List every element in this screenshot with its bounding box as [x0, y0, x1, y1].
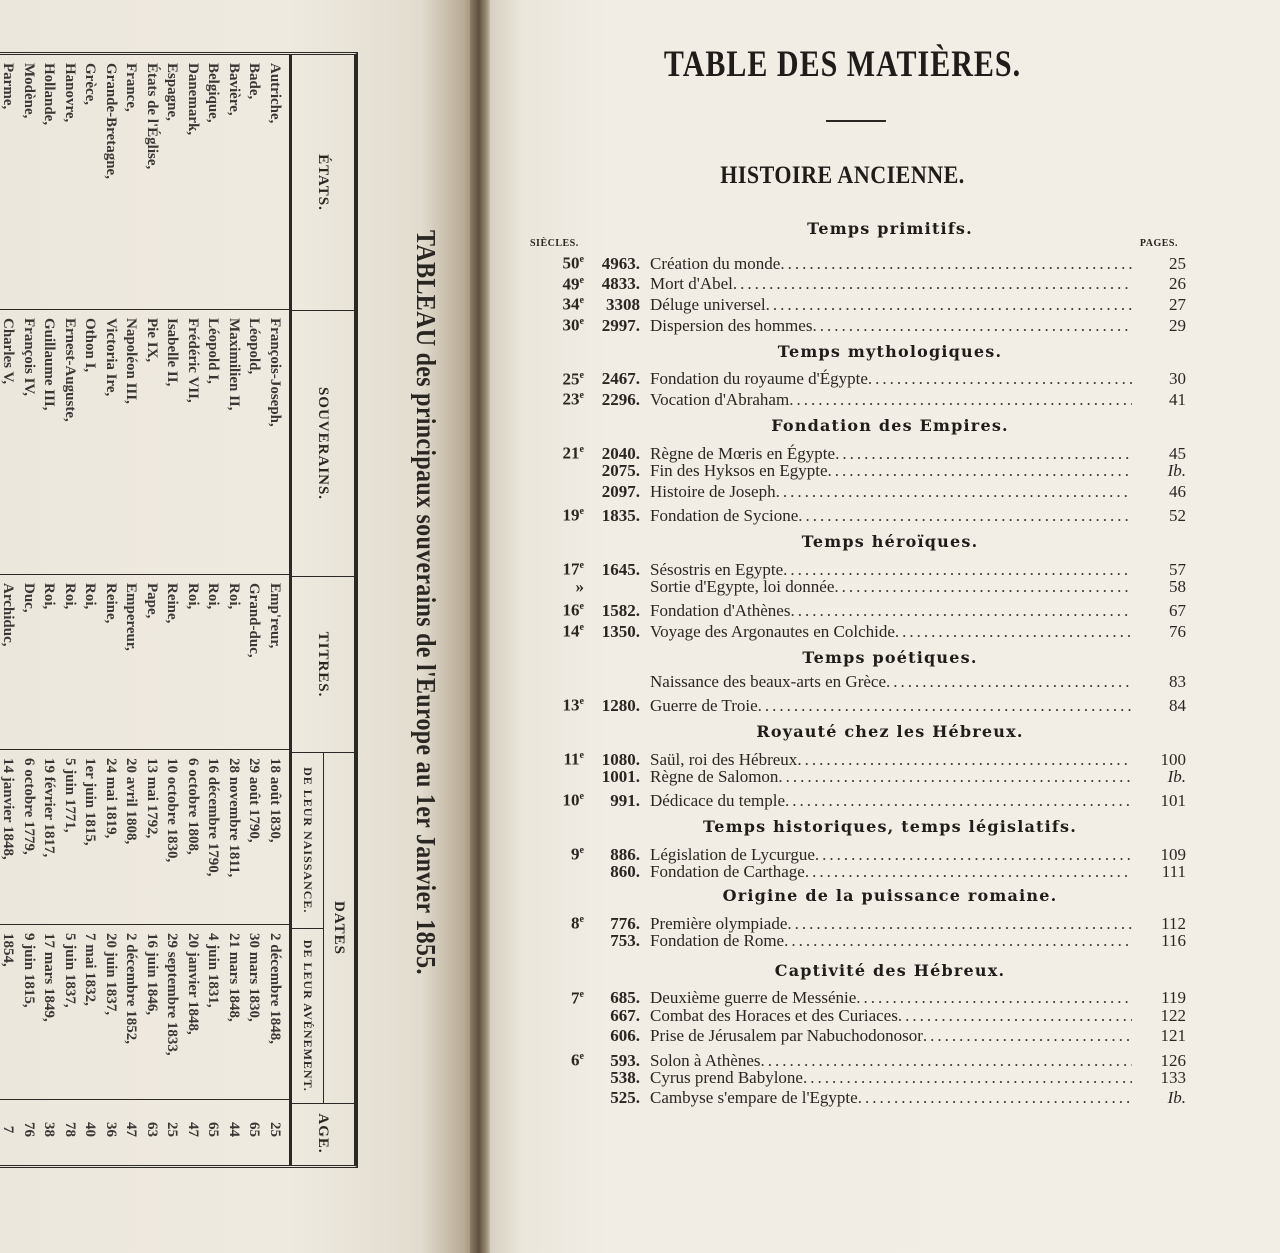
- entry-title: Combat des Horaces et des Curiaces: [650, 1005, 898, 1025]
- toc-entry: [530, 597, 1190, 618]
- century: 23e: [562, 390, 584, 410]
- toc-entry: [530, 767, 1190, 788]
- year: 606.: [610, 1026, 640, 1046]
- column-age: [0, 1100, 289, 1159]
- table-cell-naissance: 20 avril 1808,: [123, 758, 140, 845]
- toc-entry: [530, 1026, 1190, 1047]
- year: 1645.: [601, 559, 640, 579]
- century: 6e: [571, 1050, 584, 1070]
- table-cell-naissance: 18 août 1830,: [267, 758, 283, 843]
- table-cell-age: 47: [185, 1122, 201, 1137]
- section-title: Royauté chez les Hébreux.: [756, 722, 1024, 741]
- century: 50e: [562, 253, 584, 273]
- entry-title-with-leader: [650, 577, 1132, 598]
- sovereigns-table: [0, 52, 358, 1168]
- entry-title: Législation de Lycurgue: [650, 844, 815, 864]
- entry-title: Deuxième guerre de Messénie: [650, 988, 857, 1008]
- entry-title-with-leader: [650, 506, 1132, 527]
- year: 1350.: [601, 621, 640, 641]
- table-cell-etat: Modène,: [21, 63, 37, 119]
- year: 886.: [610, 844, 640, 864]
- dot-leader: [733, 274, 1132, 295]
- page-number: 84: [1169, 695, 1186, 715]
- entry-title: Règne de Salomon: [650, 766, 779, 786]
- table-cell-souverain: François-Joseph,: [267, 318, 283, 427]
- page-number: Ib.: [1167, 460, 1186, 480]
- entry-title-with-leader: [650, 254, 1132, 275]
- toc-entry: [530, 672, 1190, 693]
- book-gutter: [470, 0, 492, 1253]
- entry-title-with-leader: [650, 482, 1132, 503]
- entry-title: Fondation du royaume d'Égypte: [650, 369, 868, 389]
- table-cell-naissance: 28 novembre 1811,: [226, 758, 242, 878]
- table-cell-avenement: 2 décembre 1852,: [123, 933, 140, 1044]
- page-number: Ib.: [1167, 766, 1186, 786]
- title-divider: [826, 120, 886, 122]
- table-cell-titre: Archiduc,: [0, 583, 17, 647]
- table-cell-souverain: Frédéric VII,: [185, 318, 201, 403]
- page-number: 29: [1169, 315, 1186, 335]
- entry-title-with-leader: [650, 791, 1132, 812]
- century: 8e: [571, 914, 584, 934]
- toc-entry: [530, 291, 1190, 315]
- dot-leader: [784, 931, 1132, 952]
- table-cell-etat: Hollande,: [41, 63, 58, 126]
- entry-title: Fondation d'Athènes: [650, 600, 791, 620]
- table-cell-souverain: Léopold,: [246, 318, 263, 375]
- table-cell-etat: Bade,: [246, 63, 263, 100]
- century: 11e: [563, 749, 584, 769]
- table-cell-age: 65: [246, 1122, 263, 1137]
- toc-entry: [530, 985, 1190, 1006]
- table-cell-titre: Roi,: [226, 583, 242, 610]
- entry-title-with-leader: [650, 1068, 1132, 1089]
- entry-title: Saül, roi des Hébreux: [650, 749, 798, 769]
- table-cell-naissance: 6 octobre 1779,: [21, 758, 37, 855]
- table-cell-souverain: Ernest-Auguste,: [62, 318, 78, 422]
- header-dates: DATES: [323, 753, 354, 1103]
- year: 1080.: [601, 749, 640, 769]
- entry-title: Cambyse s'empare de l'Egypte: [650, 1088, 858, 1108]
- table-cell-titre: Roi,: [41, 583, 58, 610]
- table-cell-souverain: Isabelle II,: [164, 318, 181, 387]
- table-cell-titre: Roi,: [185, 583, 201, 610]
- table-cell-etat: Grèce,: [82, 63, 99, 106]
- page-number: 52: [1169, 505, 1186, 525]
- century: 25e: [562, 369, 584, 389]
- dot-leader: [898, 1006, 1132, 1027]
- entry-title-with-leader: [650, 1006, 1132, 1027]
- table-cell-souverain: Pie IX,: [144, 318, 160, 363]
- century: 7e: [571, 988, 584, 1008]
- year: 685.: [610, 988, 640, 1008]
- page-number: 112: [1161, 914, 1186, 934]
- table-cell-naissance: 13 mai 1792,: [144, 758, 160, 839]
- century: 14e: [562, 621, 584, 641]
- century: 9e: [571, 844, 584, 864]
- toc-entry: [530, 862, 1190, 883]
- entry-title: Fin des Hyksos en Egypte: [650, 460, 828, 480]
- table-cell-naissance: 16 décembre 1790,: [205, 758, 222, 877]
- entry-title: Vocation d'Abraham: [650, 390, 790, 410]
- toc-entry: [530, 461, 1190, 482]
- table-cell-avenement: 29 septembre 1833,: [164, 933, 181, 1056]
- dot-leader: [780, 254, 1132, 275]
- toc-entry: [530, 1088, 1190, 1109]
- entry-title: Fondation de Rome: [650, 931, 785, 951]
- dot-leader: [758, 696, 1132, 717]
- table-cell-etat: France,: [123, 63, 140, 112]
- table-cell-titre: Roi,: [82, 583, 99, 610]
- table-cell-age: 78: [62, 1122, 78, 1137]
- column-avenement: [0, 925, 289, 1100]
- table-cell-naissance: 1er juin 1815,: [82, 758, 99, 846]
- table-cell-titre: Roi,: [62, 583, 78, 610]
- entry-title-with-leader: [650, 274, 1132, 295]
- entry-title-with-leader: [650, 862, 1132, 883]
- table-cell-etat: Belgique,: [205, 63, 222, 123]
- header-dates-group: [292, 753, 354, 1104]
- table-cell-age: 38: [41, 1122, 58, 1137]
- rotated-table-container: [0, 0, 478, 1253]
- year: 860.: [610, 861, 640, 881]
- entry-title: Solon à Athènes: [650, 1050, 761, 1070]
- header-age: AGE.: [315, 1113, 332, 1154]
- header-avenement: DE LEUR AVÉNEMENT.: [301, 939, 315, 1092]
- year: 667.: [610, 1005, 640, 1025]
- entry-title: Dispersion des hommes: [650, 315, 813, 335]
- table-cell-naissance: 24 mai 1819,: [103, 758, 119, 839]
- page-title: TABLE DES MATIÈRES.: [663, 44, 1022, 85]
- dot-leader: [805, 862, 1132, 883]
- table-cell-etat: Danemark,: [185, 63, 201, 136]
- year: 1582.: [601, 600, 640, 620]
- year: 1280.: [601, 695, 640, 715]
- table-cell-naissance: 19 février 1817,: [41, 758, 58, 858]
- table-cell-titre: Roi,: [205, 583, 222, 610]
- toc-entry: [530, 440, 1190, 461]
- entry-title-with-leader: [650, 369, 1132, 390]
- entry-title: Fondation de Carthage: [650, 861, 805, 881]
- table-cell-titre: Grand-duc,: [246, 583, 263, 658]
- century: 17e: [562, 559, 584, 579]
- page-number: 26: [1169, 274, 1186, 294]
- entry-title: Cyrus prend Babylone: [650, 1067, 803, 1087]
- century: 34e: [562, 295, 584, 315]
- table-cell-age: 25: [164, 1122, 181, 1137]
- table-cell-souverain: Napoléon III,: [123, 318, 140, 404]
- column-souverains: [0, 310, 289, 575]
- entry-title-with-leader: [650, 767, 1132, 788]
- century: 19e: [562, 505, 584, 525]
- table-cell-souverain: Guillaume III,: [41, 318, 58, 411]
- dot-leader: [776, 482, 1132, 503]
- table-cell-age: 65: [205, 1122, 222, 1137]
- page-number: Ib.: [1167, 1088, 1186, 1108]
- table-cell-etat: Parme,: [0, 63, 17, 110]
- year: 593.: [610, 1050, 640, 1070]
- table-cell-age: 36: [103, 1122, 119, 1137]
- table-cell-age: 76: [21, 1122, 37, 1137]
- table-cell-souverain: Victoria Ire,: [103, 318, 119, 397]
- year: 2097.: [601, 481, 640, 501]
- table-cell-titre: Duc,: [21, 583, 37, 613]
- page-number: 58: [1169, 576, 1186, 596]
- century: 49e: [562, 274, 584, 294]
- page-number: 83: [1169, 671, 1186, 691]
- year: 2997.: [601, 315, 640, 335]
- entry-title: Mort d'Abel: [650, 274, 733, 294]
- page-number: 57: [1169, 559, 1186, 579]
- page-number: 30: [1169, 369, 1186, 389]
- header-titres: TITRES.: [292, 577, 354, 753]
- page-number: 67: [1169, 600, 1186, 620]
- year: 991.: [610, 791, 640, 811]
- dot-leader: [834, 577, 1132, 598]
- year: 538.: [610, 1067, 640, 1087]
- year: 1835.: [601, 505, 640, 525]
- right-page: [490, 0, 1280, 1253]
- table-cell-avenement: 30 mars 1830,: [246, 933, 263, 1022]
- toc-entry: [530, 1006, 1190, 1027]
- century: 16e: [562, 600, 584, 620]
- header-souverains: SOUVERAINS.: [292, 311, 354, 577]
- century: »: [575, 576, 584, 596]
- header-dates-sub: [292, 753, 323, 1103]
- entry-title-with-leader: [650, 1088, 1132, 1109]
- table-cell-souverain: Charles V,: [0, 318, 17, 385]
- entry-title-with-leader: [650, 1026, 1132, 1047]
- section-gap: [530, 952, 1190, 960]
- table-cell-etat: Hanovre,: [62, 63, 78, 123]
- page-number: 100: [1160, 749, 1186, 769]
- toc-entry: [530, 1047, 1190, 1068]
- dot-leader: [858, 1088, 1132, 1109]
- dot-leader: [789, 390, 1132, 411]
- dot-leader: [766, 295, 1132, 316]
- page-number: 119: [1161, 988, 1186, 1008]
- siecles-label: SIÈCLES.: [530, 238, 579, 249]
- entry-title: Prise de Jérusalem par Nabuchodonosor: [650, 1026, 923, 1046]
- year: 753.: [610, 931, 640, 951]
- table-cell-avenement: 4 juin 1831,: [205, 933, 222, 1008]
- pages-label: PAGES.: [1139, 238, 1178, 249]
- table-cell-naissance: 10 octobre 1830,: [164, 758, 181, 863]
- dot-leader: [812, 316, 1132, 337]
- table-cell-naissance: 29 août 1790,: [246, 758, 263, 843]
- table-cell-titre: Reine,: [103, 583, 119, 624]
- entry-title-with-leader: [650, 295, 1132, 316]
- toc-entry: [530, 910, 1190, 934]
- year: 2296.: [601, 390, 640, 410]
- century: 21e: [562, 443, 584, 463]
- table-cell-avenement: 20 juin 1837,: [103, 933, 119, 1016]
- entry-title: Déluge universel: [650, 295, 766, 315]
- entry-title: Sésostris en Egypte: [650, 559, 784, 579]
- dot-leader: [803, 1068, 1132, 1089]
- column-naissance: [0, 750, 289, 925]
- table-cell-avenement: 20 janvier 1848,: [185, 933, 201, 1035]
- year: 4833.: [601, 274, 640, 294]
- table-cell-avenement: 9 juin 1815,: [21, 933, 37, 1008]
- year: 1001.: [601, 766, 640, 786]
- entry-title: Fondation de Sycione: [650, 505, 799, 525]
- entry-title-with-leader: [650, 622, 1132, 643]
- table-cell-souverain: Léopold I,: [205, 318, 222, 384]
- toc-entry: [530, 746, 1190, 767]
- table-cell-etat: Grande-Bretagne,: [103, 63, 119, 179]
- entry-title: Sortie d'Egypte, loi donnée: [650, 576, 835, 596]
- table-cell-etat: Autriche,: [267, 63, 283, 124]
- table-cell-souverain: François IV,: [21, 318, 37, 397]
- entry-title-with-leader: [650, 461, 1132, 482]
- section-title: Temps poétiques.: [802, 647, 978, 667]
- header-naissance: DE LEUR NAISSANCE.: [292, 753, 323, 929]
- table-cell-age: 44: [226, 1122, 242, 1137]
- table-cell-avenement: 17 mars 1849,: [41, 933, 58, 1022]
- entry-title: Histoire de Joseph: [650, 481, 776, 501]
- section-title: Temps primitifs.: [807, 219, 973, 238]
- table-title: TABLEAU des principaux souverains de l'Europe au 1er Janvier 1855.: [410, 230, 441, 975]
- page-number: 121: [1160, 1026, 1186, 1046]
- entry-title: Création du monde: [650, 253, 781, 273]
- section-title: Temps mythologiques.: [777, 341, 1003, 361]
- table-cell-titre: Pape,: [144, 583, 160, 619]
- century: 10e: [562, 791, 584, 811]
- page-number: 116: [1161, 931, 1186, 951]
- toc-entry: [530, 931, 1190, 952]
- page-number: 45: [1169, 443, 1186, 463]
- table-cell-naissance: 6 octobre 1808,: [185, 758, 201, 855]
- page-number: 101: [1160, 791, 1186, 811]
- dot-leader: [790, 601, 1132, 622]
- table-cell-avenement: 21 mars 1848,: [226, 933, 242, 1022]
- section-title: Fondation des Empires.: [771, 416, 1009, 436]
- page-number: 126: [1160, 1050, 1186, 1070]
- table-cell-naissance: 14 janvier 1848,: [0, 758, 17, 860]
- entry-title-with-leader: [650, 390, 1132, 411]
- dot-leader: [778, 767, 1132, 788]
- toc-entry: [530, 787, 1190, 811]
- entry-title: Voyage des Argonautes en Colchide: [650, 621, 895, 641]
- table-cell-titre: Empereur,: [123, 583, 140, 651]
- section-title: Captivité des Hébreux.: [774, 960, 1006, 980]
- entry-title-with-leader: [650, 696, 1132, 717]
- entry-title: Règne de Mœris en Égypte: [650, 443, 836, 463]
- toc-entry: [530, 250, 1190, 271]
- left-page: [0, 0, 478, 1253]
- toc-entry: [530, 618, 1190, 639]
- toc-entry: [530, 482, 1190, 503]
- table-cell-etat: Espagne,: [164, 63, 181, 121]
- toc-entry: [530, 386, 1190, 410]
- toc-entry: [530, 692, 1190, 713]
- table-cell-avenement: 16 juin 1846,: [144, 933, 160, 1016]
- page-number: 25: [1169, 253, 1186, 273]
- table-cell-age: 7: [0, 1125, 17, 1134]
- entry-title: Naissance des beaux-arts en Grèce: [650, 671, 886, 691]
- year: 2467.: [601, 369, 640, 389]
- entry-title: Dédicace du temple: [650, 791, 785, 811]
- dot-leader: [923, 1026, 1132, 1047]
- table-cell-titre: Reine,: [164, 583, 181, 624]
- dot-leader: [798, 506, 1132, 527]
- table-cell-naissance: 5 juin 1771,: [62, 758, 78, 833]
- dot-leader: [886, 672, 1132, 693]
- year: 2040.: [601, 443, 640, 463]
- century: 13e: [562, 695, 584, 715]
- page-number: 109: [1160, 844, 1186, 864]
- table-cell-avenement: 2 décembre 1848,: [267, 933, 283, 1044]
- entry-title-with-leader: [650, 931, 1132, 952]
- entry-title-with-leader: [650, 316, 1132, 337]
- toc-entry: [530, 271, 1190, 292]
- century: 30e: [562, 315, 584, 335]
- table-cell-age: 40: [82, 1122, 99, 1137]
- dot-leader: [895, 622, 1132, 643]
- header-etats: ÉTATS.: [292, 55, 354, 311]
- entry-title-with-leader: [650, 672, 1132, 693]
- table-cell-avenement: 1854,: [0, 933, 17, 967]
- table-body: [0, 55, 289, 1165]
- section-title: Temps héroïques.: [801, 531, 979, 551]
- section-title: Temps historiques, temps législatifs.: [703, 817, 1077, 837]
- table-cell-age: 47: [123, 1122, 140, 1137]
- entry-title: Guerre de Troie: [650, 695, 758, 715]
- toc-entry: [530, 502, 1190, 523]
- year: 4963.: [601, 253, 640, 273]
- table-cell-avenement: 7 mai 1832,: [82, 933, 99, 1006]
- year: 525.: [610, 1088, 640, 1108]
- table-cell-souverain: Othon I,: [82, 318, 99, 373]
- dot-leader: [868, 369, 1132, 390]
- table-cell-age: 25: [267, 1122, 283, 1137]
- table-cell-avenement: 5 juin 1837,: [62, 933, 78, 1008]
- entry-title-with-leader: [650, 601, 1132, 622]
- page-subtitle: HISTOIRE ANCIENNE.: [720, 160, 965, 189]
- toc-entry: [530, 841, 1190, 862]
- column-titres: [0, 575, 289, 750]
- table-cell-souverain: Maximilien II,: [226, 318, 242, 411]
- page-number: 76: [1169, 621, 1186, 641]
- table-header: [289, 55, 354, 1165]
- dot-leader: [828, 461, 1132, 482]
- year: 3308: [606, 295, 640, 315]
- page-number: 122: [1160, 1005, 1186, 1025]
- page-number: 41: [1169, 390, 1186, 410]
- toc-entry: [530, 366, 1190, 387]
- section-title: Origine de la puissance romaine.: [722, 886, 1058, 906]
- page-number: 27: [1169, 295, 1186, 315]
- year: 776.: [610, 914, 640, 934]
- column-etats: [0, 55, 289, 310]
- year: 2075.: [601, 460, 640, 480]
- table-cell-etat: États de l'Église,: [144, 63, 160, 170]
- toc-entry: [530, 1068, 1190, 1089]
- page-number: 46: [1169, 481, 1186, 501]
- dot-leader: [785, 791, 1132, 812]
- page-number: 111: [1161, 861, 1186, 881]
- toc-entry: [530, 556, 1190, 577]
- table-cell-age: 63: [144, 1122, 160, 1137]
- page-number: 133: [1160, 1067, 1186, 1087]
- table-of-contents: [530, 218, 1190, 1109]
- toc-entry: [530, 312, 1190, 333]
- table-cell-etat: Bavière,: [226, 63, 242, 116]
- entry-title: Première olympiade: [650, 914, 788, 934]
- table-cell-titre: Emp'reur,: [267, 583, 283, 649]
